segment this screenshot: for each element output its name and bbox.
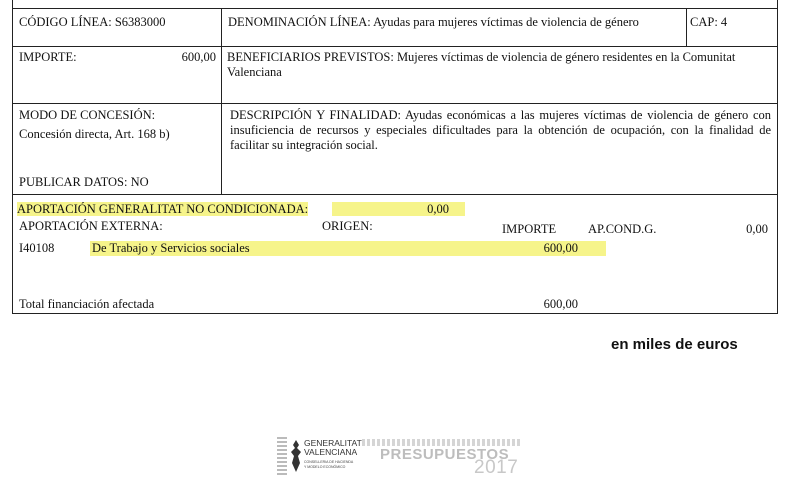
financing-row-origin-text: De Trabajo y Servicios sociales <box>92 241 250 255</box>
denominacion-label: DENOMINACIÓN LÍNEA: <box>228 15 371 29</box>
modo-concesion-value: Concesión directa, Art. 168 b) <box>19 127 170 141</box>
cap-label: CAP: <box>690 15 718 29</box>
codigo-linea <box>19 15 166 30</box>
generalitat-logo <box>277 437 362 477</box>
denominacion-value: Ayudas para mujeres víctimas de violencia de género <box>373 15 639 29</box>
descripcion-label: DESCRIPCIÓN Y FINALIDAD: <box>230 108 401 122</box>
beneficiarios-label: BENEFICIARIOS PREVISTOS: <box>227 50 394 64</box>
financing-row-code: I40108 <box>19 241 55 255</box>
aportacion-gen-label: APORTACIÓN GENERALITAT NO CONDICIONADA: <box>17 202 309 216</box>
top-left-edge <box>12 0 13 8</box>
descripcion-value: Ayudas económicas a las mujeres víctimas de violencia de género con insuficiencia de recursos y especiales dificultades para la obtención de ocupación, con la finalidad de facilitar su integración social. <box>230 108 771 152</box>
capitulo <box>690 15 727 30</box>
logo-bars-icon <box>277 437 287 477</box>
col-divider <box>221 8 222 46</box>
origen-label: ORIGEN: <box>322 219 373 233</box>
codigo-value: S6383000 <box>114 15 166 29</box>
bat-emblem-icon <box>289 439 303 473</box>
aportacion-externa-label: APORTACIÓN EXTERNA: <box>19 219 163 233</box>
banner-year: 2017 <box>474 457 519 478</box>
importe-label: IMPORTE: <box>19 50 77 64</box>
logo-sub: CONSELLERIA DE HACIENDA Y MODELO ECONÓMICO <box>304 460 354 469</box>
banner-stripes <box>362 439 522 446</box>
apcond-label: AP.COND.G. <box>588 222 657 236</box>
importe-header: IMPORTE <box>502 222 557 236</box>
total-value: 600,00 <box>543 297 578 311</box>
units-note: en miles de euros <box>611 336 738 353</box>
publicar-datos <box>19 175 149 190</box>
banner-word: PRESUPUESTOS <box>380 446 510 463</box>
importe-value: 600,00 <box>181 50 216 64</box>
descripcion-finalidad <box>230 108 771 153</box>
publicar-label: PUBLICAR DATOS: <box>19 175 128 189</box>
aportacion-generalitat <box>17 202 308 217</box>
aportacion-gen-value: 0,00 <box>330 202 465 217</box>
row-divider <box>12 194 778 195</box>
publicar-value: NO <box>130 175 149 189</box>
total-label: Total financiación afectada <box>19 297 155 311</box>
logo-line1: GENERALITAT <box>304 438 362 448</box>
row-divider <box>12 46 778 47</box>
beneficiarios-value: Mujeres víctimas de violencia de género residentes en la Comunitat Valenciana <box>227 50 736 79</box>
apcond-value: 0,00 <box>746 222 768 236</box>
beneficiarios <box>227 50 772 80</box>
row-divider <box>12 103 778 104</box>
cap-value: 4 <box>720 15 728 29</box>
logo-line2: VALENCIANA <box>304 447 358 457</box>
presupuestos-banner <box>362 439 522 477</box>
codigo-label: CÓDIGO LÍNEA: <box>19 15 112 29</box>
financing-row-amount: 600,00 <box>543 241 578 255</box>
col-divider <box>221 46 222 194</box>
top-right-edge <box>777 0 778 8</box>
col-divider <box>686 8 687 46</box>
denominacion-linea <box>228 15 639 30</box>
modo-concesion-label: MODO DE CONCESIÓN: <box>19 108 156 122</box>
